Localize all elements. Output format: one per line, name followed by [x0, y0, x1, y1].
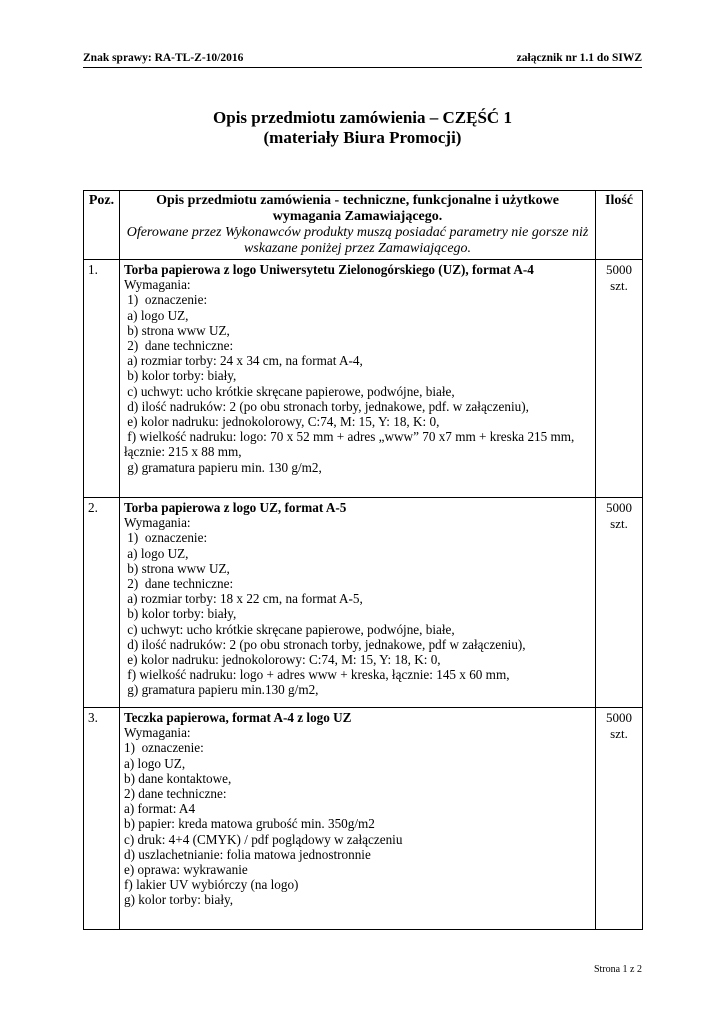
requirement-line: b) papier: kreda matowa grubość min. 350g/m2 [124, 816, 375, 832]
item-quantity [596, 498, 643, 708]
page-number: Strona 1 z 2 [593, 964, 642, 975]
requirement-line: f) wielkość nadruku: logo + adres www + kreska, łącznie: 145 x 60 mm, [124, 667, 510, 683]
col-header-desc-main: Opis przedmiotu zamówienia - techniczne, funkcjonalne i użytkowe wymagania Zamawiającego. [156, 193, 559, 224]
requirement-line: a) logo UZ, [124, 755, 186, 771]
quantity-unit: szt. [610, 726, 628, 741]
col-header-qty: Ilość [596, 191, 643, 260]
item-position: 2. [84, 498, 120, 708]
requirement-line: b) dane kontaktowe, [124, 770, 232, 786]
requirement-line: 2) dane techniczne: [124, 786, 227, 802]
requirement-line: e) kolor nadruku: jednokolorowy, C:74, M: 15, Y: 18, K: 0, [124, 414, 440, 430]
requirement-line: d) ilość nadruków: 2 (po obu stronach torby, jednakowe, pdf. w załączeniu), [124, 398, 529, 414]
col-header-poz: Poz. [84, 191, 120, 260]
item-quantity [596, 260, 643, 498]
requirement-line: c) uchwyt: ucho krótkie skręcane papierowe, podwójne, białe, [124, 383, 455, 399]
quantity-unit: szt. [610, 278, 628, 293]
requirement-line: Wymagania: [124, 515, 191, 531]
requirement-line: e) kolor nadruku: jednokolorowy: C:74, M: 15, Y: 18, K: 0, [124, 652, 441, 668]
col-header-desc-note: Oferowane przez Wykonawców produkty muszą posiadać parametry nie gorsze niż wskazane poniżej przez Zamawiającego. [126, 225, 589, 256]
title-line-2: (materiały Biura Promocji) [263, 128, 462, 147]
requirement-line: b) strona www UZ, [124, 322, 230, 338]
item-quantity [596, 708, 643, 930]
requirement-line: b) kolor torby: biały, [124, 368, 237, 384]
item-position: 1. [84, 260, 120, 498]
requirement-line: f) lakier UV wybiórczy (na logo) [124, 877, 299, 893]
item-position: 3. [84, 708, 120, 930]
table-row [84, 498, 643, 708]
requirement-line: b) strona www UZ, [124, 560, 230, 576]
item-name: Teczka papierowa, format A-4 z logo UZ [124, 710, 352, 725]
requirement-line: a) logo UZ, [124, 307, 189, 323]
requirement-line: d) uszlachetnianie: folia matowa jednostronnie [124, 846, 371, 862]
requirement-line: a) rozmiar torby: 24 x 34 cm, na format A-4, [124, 353, 363, 369]
requirement-line: 1) oznaczenie: [124, 740, 204, 756]
quantity-value: 5000 [606, 262, 632, 277]
requirement-line: 1) oznaczenie: [124, 530, 208, 546]
case-reference: Znak sprawy: RA-TL-Z-10/2016 [83, 52, 244, 64]
item-description [120, 498, 596, 708]
requirement-line: c) druk: 4+4 (CMYK) / pdf poglądowy w załączeniu [124, 831, 403, 847]
table-row [84, 708, 643, 930]
item-name: Torba papierowa z logo UZ, format A-5 [124, 500, 347, 515]
requirement-line: g) kolor torby: biały, [124, 892, 234, 908]
requirement-line: 2) dane techniczne: [124, 338, 234, 354]
quantity-value: 5000 [606, 710, 632, 725]
item-description [120, 260, 596, 498]
specification-table [83, 190, 643, 930]
item-description [120, 708, 596, 930]
requirement-line: g) gramatura papieru min. 130 g/m2, [124, 459, 322, 475]
requirement-line: Wymagania: [124, 725, 191, 741]
table-header-row [84, 191, 643, 260]
table-row [84, 260, 643, 498]
col-header-desc [120, 191, 596, 260]
title-line-1: Opis przedmiotu zamówienia – CZĘŚĆ 1 [213, 108, 512, 127]
requirement-line: 1) oznaczenie: [124, 292, 208, 308]
requirement-line: Wymagania: [124, 277, 191, 293]
attachment-label: załącznik nr 1.1 do SIWZ [516, 52, 642, 64]
requirement-line: a) rozmiar torby: 18 x 22 cm, na format A-5, [124, 591, 363, 607]
requirement-line: c) uchwyt: ucho krótkie skręcane papierowe, podwójne, białe, [124, 621, 455, 637]
quantity-value: 5000 [606, 500, 632, 515]
header-divider [83, 67, 642, 68]
requirement-line: f) wielkość nadruku: logo: 70 x 52 mm + adres „www” 70 x7 mm + kreska 215 mm, łącznie: 215 x 88 mm, [124, 429, 578, 460]
requirement-line: a) format: A4 [124, 801, 196, 817]
item-name: Torba papierowa z logo Uniwersytetu Zielonogórskiego (UZ), format A-4 [124, 262, 534, 277]
quantity-unit: szt. [610, 516, 628, 531]
requirement-line: e) oprawa: wykrawanie [124, 862, 248, 878]
requirement-line: g) gramatura papieru min.130 g/m2, [124, 682, 319, 698]
requirement-line: a) logo UZ, [124, 545, 189, 561]
requirement-line: b) kolor torby: biały, [124, 606, 237, 622]
page-title [83, 108, 642, 148]
requirement-line: 2) dane techniczne: [124, 576, 234, 592]
requirement-line: d) ilość nadruków: 2 (po obu stronach torby, jednakowe, pdf w załączeniu), [124, 636, 526, 652]
